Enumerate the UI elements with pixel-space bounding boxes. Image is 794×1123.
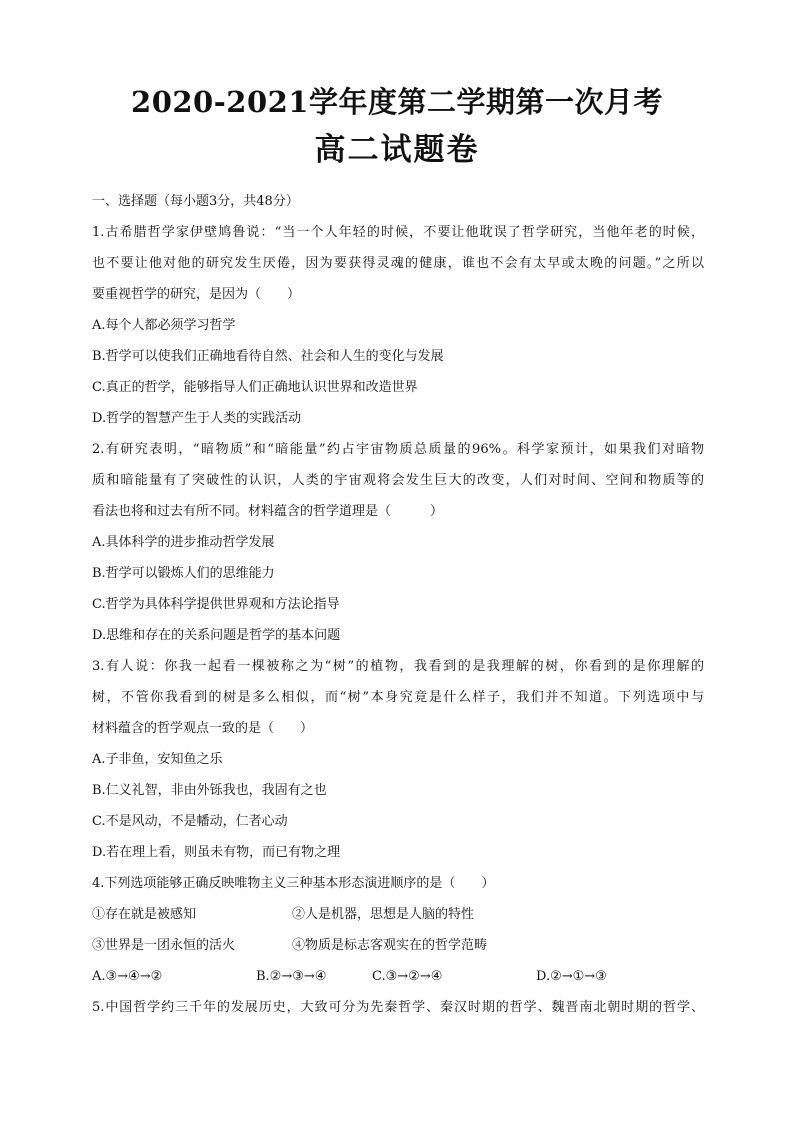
question-1-option-b: B.哲学可以使我们正确地看待自然、社会和人生的变化与发展 <box>92 349 444 364</box>
question-3-stem-line-3: 材料蕴含的哲学观点一致的是（ ） <box>92 721 314 736</box>
question-1-option-a: A.每个人都必须学习哲学 <box>92 318 236 333</box>
question-3-option-b: B.仁义礼智，非由外铄我也，我固有之也 <box>92 783 327 798</box>
question-4-statements-row-2 <box>92 930 704 961</box>
exam-subtitle: 高二试题卷 <box>314 132 480 168</box>
question-5-stem-line-1: 5.中国哲学约三千年的发展历史，大致可分为先秦哲学、秦汉时期的哲学、魏晋南北朝时期的哲学、 <box>92 1000 704 1015</box>
exam-title: 2020-2021学年度第二学期第一次月考 <box>131 85 663 119</box>
question-3-stem-line-1: 3.有人说：你我一起看一棵被称之为“树”的植物，我看到的是我理解的树，你看到的是你理解的 <box>92 659 704 674</box>
question-2-stem-line-2: 质和暗能量有了突破性的认识，人类的宇宙观将会发生巨大的改变，人们对时间、空间和物质等的 <box>92 473 704 488</box>
question-4-statement-4: ④物质是标志客观实在的哲学范畴 <box>292 938 488 953</box>
question-5 <box>92 992 704 1023</box>
question-1-stem-line-1: 1.古希腊哲学家伊壁鸠鲁说：“当一个人年轻的时候，不要让他耽误了哲学研究，当他年老的时候， <box>92 225 704 240</box>
question-1-stem-line-3: 要重视哲学的研究，是因为（ ） <box>92 287 301 302</box>
question-2-option-c: C.哲学为具体科学提供世界观和方法论指导 <box>92 597 340 612</box>
question-2-stem-line-3: 看法也将和过去有所不同。材料蕴含的哲学道理是（ ） <box>92 504 444 519</box>
question-4-statement-2: ②人是机器，思想是人脑的特性 <box>292 907 475 922</box>
question-4-option-d: D.②→①→③ <box>536 969 607 984</box>
question-4-statements-row-1 <box>92 899 704 930</box>
question-4-statement-1: ①存在就是被感知 <box>92 907 197 922</box>
question-2-option-d: D.思维和存在的关系问题是哲学的基本问题 <box>92 628 341 643</box>
question-4-option-a: A.③→④→② <box>92 969 163 984</box>
question-4 <box>92 868 704 992</box>
question-1 <box>92 217 704 434</box>
question-1-option-d: D.哲学的智慧产生于人类的实践活动 <box>92 411 302 426</box>
question-1-option-c: C.真正的哲学，能够指导人们正确地认识世界和改造世界 <box>92 380 418 395</box>
question-3-option-a: A.子非鱼，安知鱼之乐 <box>92 752 223 767</box>
question-4-option-c: C.③→②→④ <box>372 969 443 984</box>
question-2-option-a: A.具体科学的进步推动哲学发展 <box>92 535 275 550</box>
question-3-option-d: D.若在理上看，则虽未有物，而已有物之理 <box>92 845 341 860</box>
question-2-stem-line-1: 2.有研究表明，“暗物质”和“暗能量”约占宇宙物质总质量的96%。科学家预计，如果我们对暗物 <box>92 442 704 457</box>
exam-body <box>92 186 704 1023</box>
question-4-statement-3: ③世界是一团永恒的活火 <box>92 938 236 953</box>
question-3 <box>92 651 704 868</box>
question-4-stem: 4.下列选项能够正确反映唯物主义三种基本形态演进顺序的是（ ） <box>92 876 495 891</box>
question-3-stem-line-2: 树，不管你我看到的树是多么相似，而“树”本身究竟是什么样子，我们并不知道。下列选项中与 <box>92 690 704 705</box>
question-2-option-b: B.哲学可以锻炼人们的思维能力 <box>92 566 275 581</box>
question-3-option-c: C.不是风动，不是幡动，仁者心动 <box>92 814 288 829</box>
question-2 <box>92 434 704 651</box>
question-1-stem-line-2: 也不要让他对他的研究发生厌倦，因为要获得灵魂的健康，谁也不会有太早或太晚的问题。”之所以 <box>92 256 704 271</box>
section-heading: 一、选择题（每小题3分，共48分） <box>92 194 299 209</box>
question-4-option-b: B.②→③→④ <box>256 969 327 984</box>
question-4-options <box>92 961 704 992</box>
